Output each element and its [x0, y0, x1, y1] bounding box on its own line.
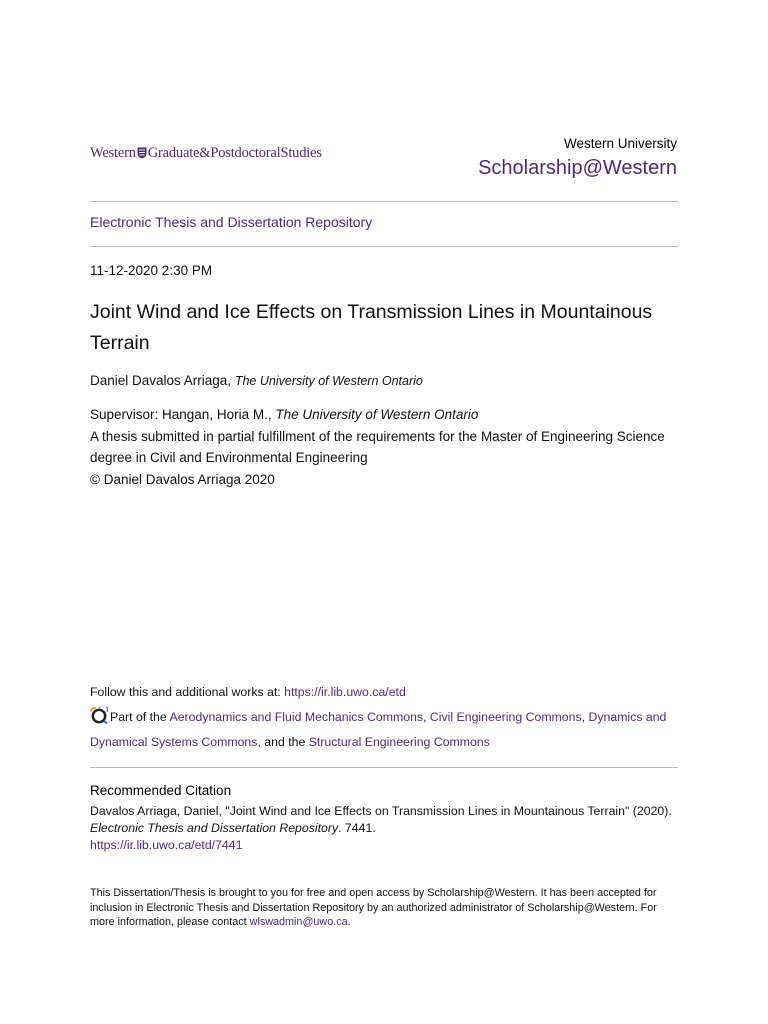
follow-link[interactable]: https://ir.lib.uwo.ca/etd [284, 685, 406, 699]
citation-journal: Electronic Thesis and Dissertation Repository [90, 821, 339, 835]
portal-link[interactable]: Scholarship@Western [478, 157, 677, 179]
author-name: Daniel Davalos Arriaga, [90, 373, 232, 388]
citation-link[interactable]: https://ir.lib.uwo.ca/etd/7441 [90, 838, 243, 852]
divider [90, 246, 678, 247]
commons-link-dynamics[interactable]: Dynamics and Dynamical Systems Commons [90, 710, 667, 749]
publication-date: 11-12-2020 2:30 PM [90, 263, 213, 278]
commons-link-structural[interactable]: Structural Engineering Commons [308, 735, 490, 749]
citation-heading: Recommended Citation [90, 783, 232, 798]
citation-text: Davalos Arriaga, Daniel, "Joint Wind and Ice Effects on Transmission Lines in Mountainous Terrain" (2020). [90, 804, 672, 818]
institution-name: Western University [563, 136, 677, 151]
shield-icon [137, 147, 147, 164]
part-of-prefix: Part of the [110, 710, 167, 724]
follow-text: Follow this and additional works at: [90, 685, 281, 699]
supervisor-affiliation: The University of Western Ontario [275, 407, 479, 422]
footer-end: . [347, 916, 351, 928]
access-notice-text: This Dissertation/Thesis is brought to you for free and open access by Scholarship@Western. It has been accepted for inclusion in Electronic Thesis and Dissertation Repository by an authorized administrator of Scholarship@Western. For more information, please contact [90, 887, 657, 928]
and-the-text: , and the [257, 735, 306, 749]
separator: , [423, 710, 427, 724]
supervisor-line [90, 404, 680, 426]
commons-icon [90, 707, 108, 731]
logo-rest-text: Graduate&PostdoctoralStudies [147, 145, 322, 161]
commons-link-aerodynamics[interactable]: Aerodynamics and Fluid Mechanics Commons [169, 710, 424, 724]
divider [90, 201, 678, 202]
access-notice [90, 886, 680, 930]
document-title: Joint Wind and Ice Effects on Transmission Lines in Mountainous Terrain [90, 301, 653, 354]
logo-western-text: Western [90, 145, 136, 161]
part-of-line [90, 706, 686, 753]
copyright: © Daniel Davalos Arriaga 2020 [90, 471, 275, 487]
separator: , [581, 710, 586, 724]
thesis-meta [90, 404, 680, 490]
repository-link[interactable]: Electronic Thesis and Dissertation Repository [90, 214, 373, 230]
thesis-statement: A thesis submitted in partial fulfillment of the requirements for the Master of Engineering Science degree in Civil and Environmental Engineering [90, 428, 665, 465]
author-line [90, 373, 423, 388]
citation-number: . 7441. [338, 821, 376, 835]
follow-line [90, 685, 406, 699]
graduate-studies-logo [90, 145, 322, 164]
supervisor-label: Supervisor: Hangan, Horia M., [90, 407, 272, 422]
citation-block [90, 803, 680, 854]
author-affiliation: The University of Western Ontario [234, 374, 423, 388]
contact-email-link[interactable]: wlswadmin@uwo.ca [249, 916, 348, 928]
divider [90, 767, 678, 768]
commons-link-civil[interactable]: Civil Engineering Commons [429, 710, 582, 724]
